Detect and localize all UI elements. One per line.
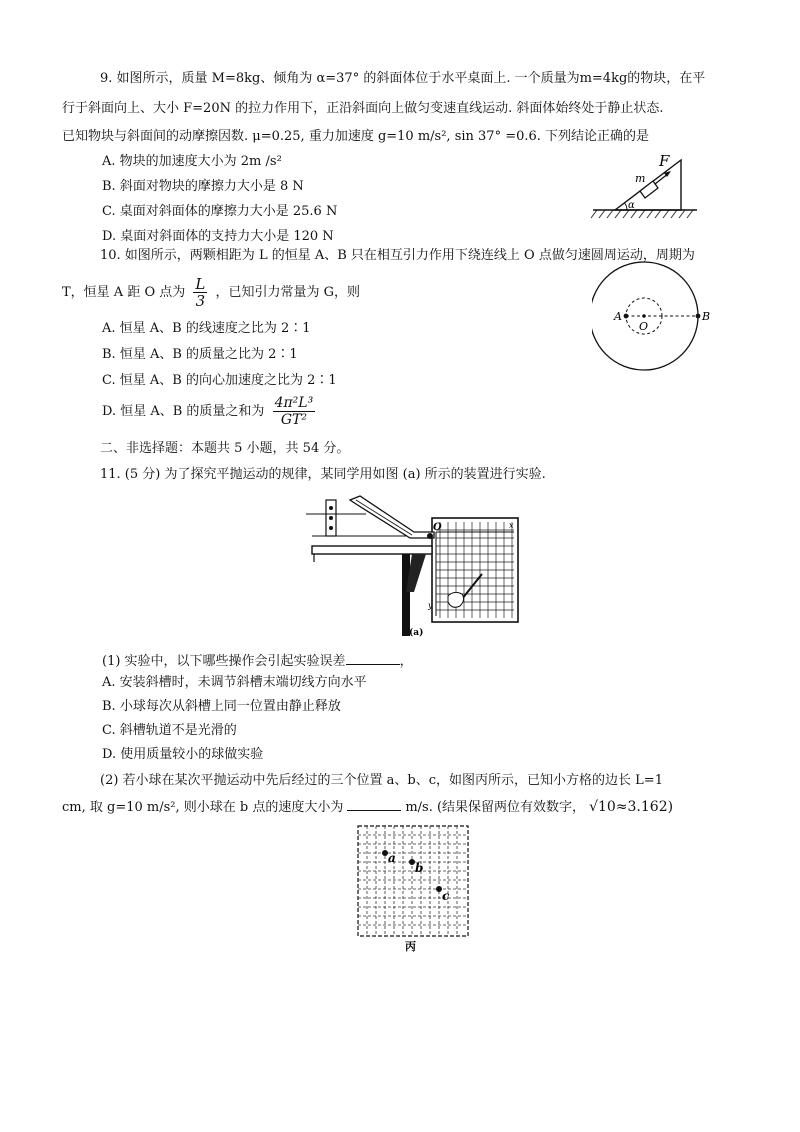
label-O: O [639, 320, 649, 333]
q10-line2-pre: T，恒星 A 距 O 点为 [62, 285, 186, 300]
fraction-numerator: L [195, 275, 206, 293]
label-A: A [614, 310, 622, 323]
q10-line1: 10. 如图所示，两颗相距为 L 的恒星 A、B 只在相互引力作用下绕连线上 O 点做匀速圆周运动，周期为 [100, 248, 695, 263]
q11-part2-line2 [62, 796, 673, 817]
q10-option-d [102, 392, 315, 432]
figure-bing-caption: 丙 [405, 940, 416, 953]
fraction-denominator: 3 [195, 292, 206, 310]
q11-part2-line2-pre: cm, 取 g=10 m/s², 则小球在 b 点的速度大小为 [62, 800, 344, 815]
q9-line2: 行于斜面向上、大小 F=20N 的拉力作用下，正沿斜面向上做匀变速直线运动. 斜面体始终处于静止状态. [62, 101, 664, 116]
q11-part2-line2-post: m/s. (结果保留两位有效数字， [405, 800, 586, 815]
answer-blank-2[interactable] [347, 796, 401, 811]
q9-line1: 9. 如图所示，质量 M=8kg、倾角为 α=37° 的斜面体位于水平桌面上. 一个质量为m=4kg的物块，在平 [100, 71, 706, 86]
q10-line2 [62, 273, 360, 313]
answer-blank-1[interactable] [346, 650, 400, 665]
option-d-numerator: 4π²L³ [274, 395, 314, 411]
q9-option-b: B. 斜面对物块的摩擦力大小是 8 N [102, 179, 304, 194]
incline-figure [585, 148, 705, 224]
trajectory-grid-figure [354, 822, 474, 954]
option-d-denominator: GT² [280, 412, 307, 428]
q11-option-b: B. 小球每次从斜槽上同一位置由静止释放 [102, 699, 341, 714]
q10-option-b: B. 恒星 A、B 的质量之比为 2∶1 [102, 347, 298, 362]
projectile-apparatus-figure [306, 492, 524, 640]
label-O-fig-a: O [433, 522, 442, 533]
label-B: B [702, 310, 711, 323]
label-alpha: α [628, 200, 635, 211]
section-heading: 二、非选择题：本题共 5 小题，共 54 分。 [100, 441, 350, 456]
q11-option-c: C. 斜槽轨道不是光滑的 [102, 723, 237, 738]
q11-part2-line1: (2) 若小球在某次平抛运动中先后经过的三个位置 a、b、c，如图丙所示，已知小方格的边长 L=1 [100, 773, 663, 788]
q10-line2-post: ，已知引力常量为 G，则 [215, 285, 361, 300]
q11-intro: 11. (5 分) 为了探究平抛运动的规律，某同学用如图 (a) 所示的装置进行实验. [100, 467, 546, 482]
label-x: x [509, 521, 514, 530]
q11-part1-text: (1) 实验中，以下哪些操作会引起实验误差 [102, 654, 346, 669]
q11-part1 [102, 650, 413, 671]
q10-option-c: C. 恒星 A、B 的向心加速度之比为 2∶1 [102, 373, 337, 388]
q10-option-d-fraction [273, 395, 316, 428]
label-y: y [428, 601, 433, 610]
q9-option-a: A. 物块的加速度大小为 2m /s² [102, 154, 282, 169]
q9-option-c: C. 桌面对斜面体的摩擦力大小是 25.6 N [102, 204, 338, 219]
q10-option-d-pre: D. 恒星 A、B 的质量之和为 [102, 404, 265, 419]
sqrt-approx: √10≈3.162) [589, 799, 674, 815]
q9-option-d: D. 桌面对斜面体的支持力大小是 120 N [102, 229, 334, 244]
label-m: m [635, 172, 646, 185]
figure-a-caption: (a) [409, 628, 424, 638]
q11-part1-end: ， [399, 654, 413, 669]
point-b-label: b [415, 861, 424, 875]
q10-option-a: A. 恒星 A、B 的线速度之比为 2∶1 [102, 321, 311, 336]
q10-fraction [193, 276, 207, 309]
q11-option-a: A. 安装斜槽时，未调节斜槽末端切线方向水平 [102, 675, 367, 690]
label-F: F [659, 152, 670, 170]
q11-option-d: D. 使用质量较小的球做实验 [102, 747, 264, 762]
binary-star-figure [592, 258, 718, 378]
point-c-label: c [442, 889, 450, 903]
q9-line3: 已知物块与斜面间的动摩擦因数. μ=0.25, 重力加速度 g=10 m/s², sin 37° =0.6. 下列结论正确的是 [62, 129, 650, 144]
point-a-label: a [388, 851, 396, 865]
